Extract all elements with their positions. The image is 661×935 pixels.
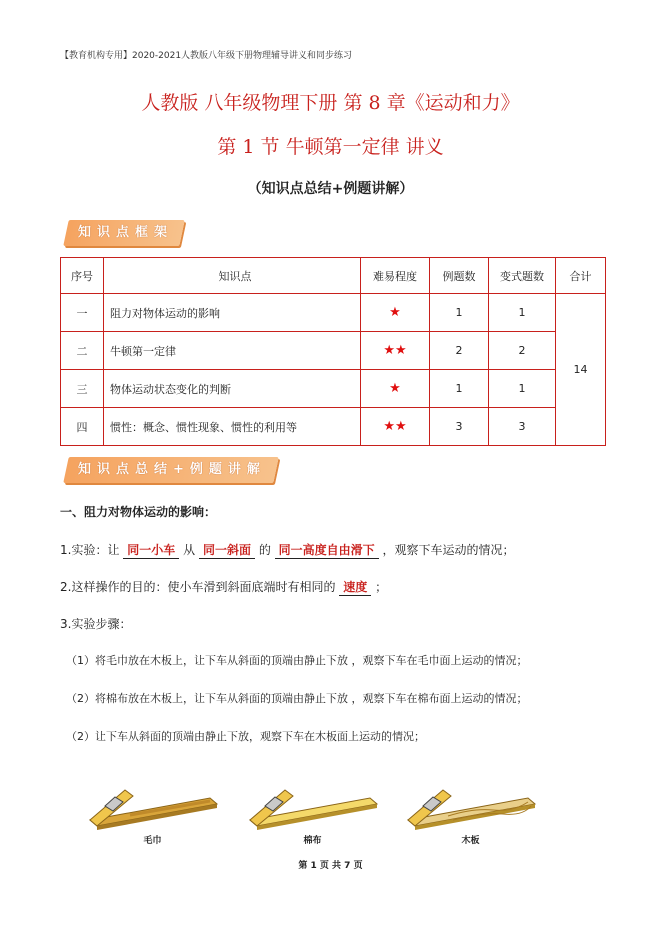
row-topic: 阻力对物体运动的影响 (104, 294, 361, 332)
knowledge-table (60, 257, 606, 446)
table-header-row (61, 258, 606, 294)
text: ，观察下车运动的情况； (382, 543, 515, 557)
answer-blank: 速度 (339, 578, 371, 596)
row-number: 二 (61, 332, 104, 370)
row-examples: 3 (430, 408, 489, 446)
step-2: （2）将棉布放在木板上，让下车从斜面的顶端由静止下放 ，观察下车在棉布面上运动的情况； (66, 692, 528, 705)
col-header: 序号 (61, 258, 104, 294)
page-footer: 第 1 页 共 7 页 (298, 861, 363, 871)
item-experiment (60, 541, 515, 559)
row-topic: 牛顿第一定律 (104, 332, 361, 370)
total-count: 14 (556, 294, 606, 446)
row-difficulty: ★★ (361, 408, 430, 446)
section-title: 第 1 节 牛顿第一定律 讲义 (217, 136, 444, 158)
answer-blank: 同一高度自由滑下 (275, 541, 379, 559)
col-header: 知识点 (104, 258, 361, 294)
row-number: 三 (61, 370, 104, 408)
section-heading: 一、阻力对物体运动的影响： (60, 505, 217, 519)
text: 的 (258, 543, 271, 557)
col-header: 合计 (556, 258, 606, 294)
subtitle: （知识点总结+例题讲解） (247, 181, 414, 197)
row-difficulty: ★★ (361, 332, 430, 370)
ramp-cotton-illustration (245, 768, 380, 830)
row-examples: 1 (430, 294, 489, 332)
table-row (61, 408, 606, 446)
banner-label: 知识点总结+例题讲解 (78, 462, 266, 477)
table-row (61, 332, 606, 370)
item-steps-heading: 3.实验步骤： (60, 617, 132, 631)
step-3: （2）让下车从斜面的顶端由静止下放，观察下车在木板面上运动的情况； (66, 730, 425, 743)
ramp-wood-illustration (403, 768, 538, 830)
text: ； (375, 580, 388, 594)
col-header: 例题数 (430, 258, 489, 294)
page-header: 【教育机构专用】2020-2021人教版八年级下册物理辅导讲义和同步练习 (60, 51, 353, 61)
text: 1.实验：让 (60, 543, 120, 557)
row-number: 四 (61, 408, 104, 446)
row-topic: 惯性：概念、惯性现象、惯性的利用等 (104, 408, 361, 446)
row-number: 一 (61, 294, 104, 332)
figure-towel (85, 768, 220, 846)
experiment-figures (85, 768, 545, 846)
text: 2.这样操作的目的：使小车滑到斜面底端时有相同的 (60, 580, 336, 594)
row-variants: 3 (489, 408, 556, 446)
step-1: （1）将毛巾放在木板上，让下车从斜面的顶端由静止下放 ，观察下车在毛巾面上运动的情况； (66, 654, 528, 667)
figure-label: 毛巾 (143, 836, 162, 846)
figure-wood (403, 768, 538, 846)
row-difficulty: ★ (361, 294, 430, 332)
row-examples: 1 (430, 370, 489, 408)
row-examples: 2 (430, 332, 489, 370)
item-purpose (60, 578, 387, 596)
figure-cotton (245, 768, 380, 846)
figure-label: 木板 (461, 836, 480, 846)
banner-label: 知识点框架 (78, 225, 174, 240)
col-header: 变式题数 (489, 258, 556, 294)
banner-summary-examples (63, 457, 279, 483)
banner-knowledge-framework (63, 220, 185, 246)
row-variants: 2 (489, 332, 556, 370)
row-difficulty: ★ (361, 370, 430, 408)
answer-blank: 同一小车 (123, 541, 179, 559)
row-variants: 1 (489, 370, 556, 408)
row-variants: 1 (489, 294, 556, 332)
table-row (61, 370, 606, 408)
text: 从 (183, 543, 196, 557)
page-title: 人教版 八年级物理下册 第 8 章《运动和力》 (141, 92, 520, 114)
table-row (61, 294, 606, 332)
row-topic: 物体运动状态变化的判断 (104, 370, 361, 408)
figure-label: 棉布 (303, 836, 322, 846)
answer-blank: 同一斜面 (199, 541, 255, 559)
ramp-towel-illustration (85, 768, 220, 830)
col-header: 难易程度 (361, 258, 430, 294)
